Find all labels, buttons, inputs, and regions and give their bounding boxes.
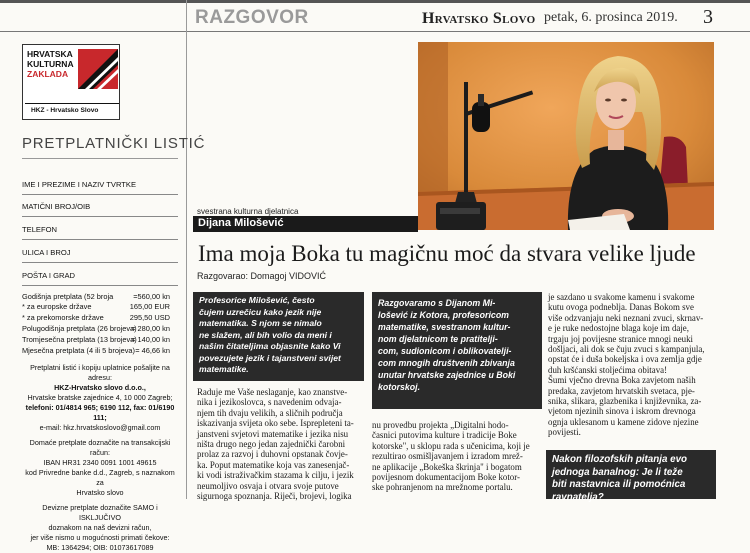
intro-line: com, sudionicom i oblikovatelji-: [378, 346, 512, 356]
body-line: Šumi vječno drevna Boka zavjetom naših: [548, 375, 696, 386]
article-byline: Razgovarao: Domagoj VIDOVIĆ: [197, 271, 327, 281]
payment-line: MB: 1364294; OIB: 01073617089: [46, 543, 154, 552]
form-title-rule: [22, 158, 178, 159]
question-line: našim čitateljima objasnite kako Vi: [199, 341, 341, 351]
body-line: sigurnoga spoznanja. Riječi, brojevi, logika: [197, 491, 352, 502]
price-value: 165,00 EUR: [129, 302, 170, 311]
price-label: Mjesečna pretplata (4 ili 5 brojeva): [22, 346, 135, 355]
body-line: ske pohranjenom na mrežnome portalu.: [372, 482, 513, 493]
body-line: povijesnom dokumentacijom Boke kotor-: [372, 472, 520, 483]
question-line: ne slažem, ali bih volio da meni i: [199, 329, 332, 340]
interviewee-name-bar: [193, 216, 418, 232]
issue-date: petak, 6. prosinca 2019.: [544, 10, 678, 25]
question-line: matematika. S njom se nimalo: [199, 318, 322, 328]
payment-line: doznakom na naš devizni račun,: [48, 523, 152, 532]
body-line: ka. Poput matematike koja vas zanesenjač-: [197, 459, 350, 470]
price-value: = 280,00 kn: [131, 324, 170, 333]
logo-text-4: HKZ - Hrvatsko Slovo: [31, 107, 99, 114]
article-kicker: svestrana kulturna djelatnica: [197, 207, 299, 216]
body-line: opstat će i duša bokeljska i ova zemlja gdje: [548, 354, 702, 365]
price-label: Tromjesečna pretplata (13 brojeva): [22, 335, 137, 344]
body-line: kutu ovoga podneblja. Danas Bokom sve: [548, 302, 694, 313]
section-title: RAZGOVOR: [195, 7, 309, 28]
intro-line: lošević iz Kotora, profesoricom: [378, 310, 510, 320]
header-rule: [0, 31, 750, 32]
price-label: * za europske države: [22, 302, 92, 311]
body-line: snika, slikara, glazbenika i književnika, za-: [548, 396, 702, 407]
price-row: [22, 335, 178, 345]
payment-line: Hrvatsko slovo: [76, 488, 124, 497]
intro-box: [372, 292, 542, 409]
intro-line: Razgovaramo s Dijanom Mi-: [378, 298, 496, 308]
body-column-1: [197, 387, 363, 501]
field-label-oib: MATIČNI BROJ/OIB: [22, 202, 91, 211]
body-line: janstveni svjetovi matematike i jezika nisu: [197, 428, 349, 439]
price-row: [22, 302, 178, 312]
payment-line: Pretplatni listić i kopiju uplatnice pošaljite na adresu:: [30, 363, 170, 382]
body-line: neumoljivo osvaja i otvara svoje putove: [197, 480, 339, 491]
price-row: [22, 313, 178, 323]
intro-line: com mnogih društvenih zbivanja: [378, 358, 515, 368]
field-phone[interactable]: [22, 239, 178, 240]
body-line: iskazivanja svijeta oko sebe. Isprepleteni ta-: [197, 418, 354, 429]
question-box: [193, 292, 364, 381]
field-label-city: POŠTA I GRAD: [22, 271, 76, 280]
price-label: Polugodišnja pretplata (26 brojeva): [22, 324, 137, 333]
field-label-street: ULICA I BROJ: [22, 248, 71, 257]
price-value: = 140,00 kn: [131, 335, 170, 344]
body-line: njem tih dvaju velikih, a sličnih područja: [197, 407, 343, 418]
body-line: ništa drugo nego jedan zajednički čarobni: [197, 439, 346, 450]
question-line: biti nastavnica ili pomoćnica: [552, 479, 686, 490]
woman-at-microphone-photo: [418, 42, 714, 230]
question-line: jednoga banalnog: Je li teže: [552, 466, 683, 478]
payment-line: jer više nismo u mogućnosti primati čekove:: [30, 533, 170, 542]
intro-line: unutar hrvatske zajednice u Boki: [378, 370, 516, 380]
newspaper-name: Hrvatsko Slovo: [422, 10, 536, 27]
intro-line: nom djelatnicom te pratitelji-: [378, 334, 498, 344]
price-label: Godišnja pretplata (52 broja: [22, 292, 114, 301]
price-row: [22, 292, 178, 302]
question-box: [546, 450, 716, 503]
payment-line: Domaće pretplate doznačite na transakcijski račun:: [29, 438, 171, 457]
body-line: ki vodi istraživačkim stazama k cilju, i jezik: [197, 470, 354, 481]
body-line: duh kršćanski stoljećima obitava!: [548, 364, 668, 375]
price-label: * za prekomorske države: [22, 313, 104, 322]
body-column-2: [372, 420, 542, 493]
field-label-phone: TELEFON: [22, 225, 58, 234]
hkz-logo: [22, 44, 120, 120]
question-line: povezujete jezik i tajanstveni svijet: [199, 352, 341, 363]
column-divider: [186, 0, 187, 499]
body-line: časnici putovima kulture i tradicije Boke: [372, 430, 517, 441]
body-line: prolaz za razvoj i duhovni opstanak čovje-: [197, 449, 348, 460]
payment-email[interactable]: e-mail: hkz.hrvatskoslovo@gmail.com: [39, 423, 161, 432]
body-line: trgaju joj povijesne stranice mnogi neuki: [548, 333, 694, 344]
field-city[interactable]: [22, 285, 178, 286]
photo-illustration: [418, 42, 714, 230]
price-value: 295,50 USD: [129, 313, 170, 322]
body-line: rezultirao osmišljavanjem i izradom mrež-: [372, 451, 523, 462]
header-top-rule: [0, 0, 750, 3]
field-street[interactable]: [22, 262, 178, 263]
page-number: 3: [703, 6, 713, 28]
question-line: ravnatelja?: [552, 491, 604, 503]
body-line: povijesti.: [548, 427, 581, 438]
body-line: Raduje me Vaše neslaganje, kao znanstve-: [197, 387, 348, 397]
price-value: =560,00 kn: [133, 292, 170, 301]
body-line: došljaci, ali dok se čuju zvuci s kampanjula,: [548, 344, 705, 355]
field-name[interactable]: [22, 194, 178, 195]
payment-line: Devizne pretplate doznačite SAMO i ISKLJUČIVO: [42, 503, 158, 522]
logo-text-1: HRVATSKA: [27, 49, 73, 59]
interviewee-name: Dijana Milošević: [198, 217, 284, 229]
payment-company: HKZ-Hrvatsko slovo d.o.o.,: [54, 383, 146, 392]
body-column-3: [548, 292, 718, 438]
body-line: nika i jezikoslovca, s navedenim odvaja-: [197, 397, 342, 408]
body-line: vjetom njezinih sinova i iskrom drevnoga: [548, 406, 696, 417]
body-line: e je ruke nedostojne blaga koje im daje,: [548, 323, 689, 334]
body-line: ognja uklesanom u kamene zidove njezine: [548, 416, 699, 427]
payment-line: kod Privredne banke d.d., Zagreb, s naznakom za: [25, 468, 175, 487]
price-row: [22, 346, 178, 356]
question-line: Profesorice Milošević, često: [199, 295, 315, 305]
body-line: predaka, zavjetom hrvatskih svetaca, pje-: [548, 385, 695, 396]
payment-line: Hrvatske bratske zajednice 4, 10 000 Zagreb;: [27, 393, 173, 402]
price-row: [22, 324, 178, 334]
intro-line: kotorskoj.: [378, 382, 421, 392]
price-value: = 46,66 kn: [135, 346, 170, 355]
intro-line: matematike, svestranom kultur-: [378, 322, 511, 332]
logo-text-2: KULTURNA: [27, 59, 74, 69]
body-line: ne aplikacije „Bokeška škrinja" i bogatom: [372, 461, 522, 472]
body-line: je sazdano u svakome kamenu i svakome: [548, 292, 695, 302]
article-title: Ima moja Boka tu magičnu moć da stvara velike ljude: [198, 241, 696, 266]
body-line: više odzvanjaju neki neznani zvuci, skrnav-: [548, 312, 704, 323]
field-oib[interactable]: [22, 216, 178, 217]
subscription-form-title: PRETPLATNIČKI LISTIĆ: [22, 135, 206, 152]
body-line: kotorske", u sklopu rada s učenicima, koji je: [372, 440, 530, 451]
field-label-name: IME I PREZIME I NAZIV TVRTKE: [22, 180, 137, 189]
payment-phones: telefoni: 01/4814 965; 6190 112, fax: 01/6190 111;: [25, 403, 175, 422]
logo-text-3: ZAKLADA: [27, 69, 69, 79]
question-line: matematike.: [199, 364, 249, 374]
body-line: nu provedbu projekta „Digitalni hodo-: [372, 420, 509, 430]
question-line: Nakon filozofskih pitanja evo: [552, 454, 687, 465]
question-line: čujem uzrečicu kako jezik nije: [199, 306, 322, 317]
payment-iban: IBAN HR31 2340 0091 1001 49615: [43, 458, 157, 467]
payment-info: [22, 363, 178, 553]
